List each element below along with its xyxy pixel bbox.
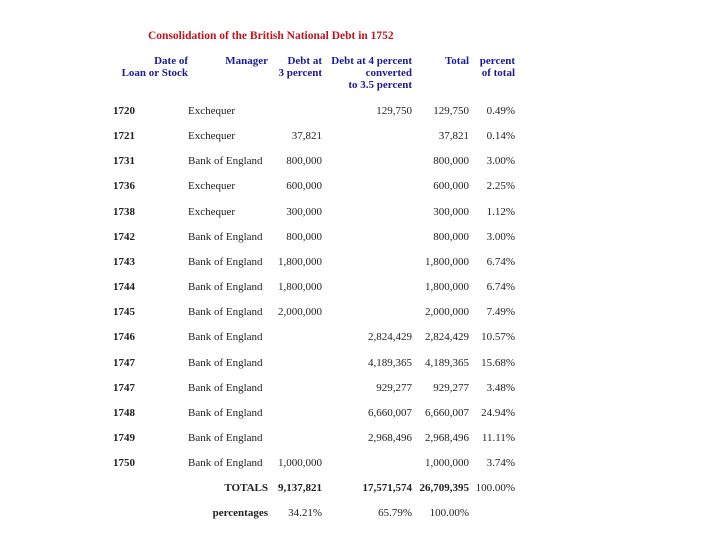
- row-total: 1,800,000: [425, 281, 469, 294]
- row-percent: 11.11%: [481, 431, 515, 444]
- header-date-line1: Date of: [154, 55, 188, 67]
- row-total: 1,000,000: [425, 457, 469, 470]
- totals-label: TOTALS: [224, 482, 268, 494]
- header-percent-line1: percent: [479, 55, 515, 67]
- row-manager: Bank of England: [188, 155, 263, 168]
- row-manager: Exchequer: [188, 105, 236, 117]
- row-debt3: 1,800,000: [278, 255, 322, 268]
- row-manager: Bank of England: [188, 431, 263, 444]
- row-debt3: 800,000: [286, 230, 322, 243]
- header-percent: [480, 55, 515, 79]
- header-debt4-line2: converted: [365, 67, 412, 79]
- row-debt4: 4,189,365: [368, 356, 412, 369]
- row-manager: Exchequer: [188, 180, 236, 193]
- header-debt4-line1: Debt at 4 percent: [331, 55, 412, 67]
- row-year: 1747: [113, 381, 135, 394]
- row-debt4: 129,750: [376, 105, 412, 117]
- table-title: Consolidation of the British National Debt in 1752: [148, 30, 394, 42]
- header-date-line2: Loan or Stock: [121, 67, 188, 79]
- row-year: 1746: [113, 331, 135, 344]
- percentages-debt4: 65.79%: [378, 507, 412, 519]
- row-year: 1744: [113, 281, 135, 294]
- row-total: 37,821: [438, 130, 469, 143]
- percentages-total: 100.00%: [429, 507, 469, 519]
- row-manager: Exchequer: [188, 130, 236, 143]
- row-year: 1748: [113, 406, 135, 419]
- totals-total: 26,709,395: [419, 482, 469, 494]
- row-debt4: 2,824,429: [368, 331, 412, 344]
- row-manager: Bank of England: [188, 381, 263, 394]
- row-manager: Bank of England: [188, 281, 263, 294]
- row-total: 6,660,007: [425, 406, 469, 419]
- row-percent: 1.12%: [486, 205, 515, 218]
- row-percent: 24.94%: [481, 406, 515, 419]
- row-manager: Exchequer: [188, 205, 236, 218]
- row-year: 1731: [113, 155, 135, 168]
- row-debt3: 300,000: [286, 205, 322, 218]
- header-date: [122, 55, 188, 79]
- header-debt3: [279, 55, 322, 79]
- row-manager: Bank of England: [188, 457, 263, 470]
- header-debt4-line3: to 3.5 percent: [348, 79, 412, 91]
- row-year: 1750: [113, 457, 135, 470]
- row-total: 600,000: [433, 180, 469, 193]
- header-debt3-line1: Debt at: [287, 55, 322, 67]
- row-manager: Bank of England: [188, 255, 263, 268]
- header-total-line1: Total: [444, 55, 469, 67]
- row-total: 4,189,365: [425, 356, 469, 369]
- row-percent: 2.25%: [486, 180, 515, 193]
- row-total: 800,000: [433, 155, 469, 168]
- row-percent: 15.68%: [481, 356, 515, 369]
- row-total: 129,750: [433, 105, 469, 117]
- row-total: 2,968,496: [425, 431, 469, 444]
- row-total: 2,824,429: [425, 331, 469, 344]
- row-debt3: 1,800,000: [278, 281, 322, 294]
- row-total: 300,000: [433, 205, 469, 218]
- row-manager: Bank of England: [188, 230, 263, 243]
- header-debt3-line2: 3 percent: [278, 67, 322, 79]
- row-percent: 0.49%: [486, 105, 515, 117]
- row-debt4: 929,277: [376, 381, 412, 394]
- row-year: 1720: [113, 105, 135, 117]
- row-year: 1736: [113, 180, 135, 193]
- row-manager: Bank of England: [188, 306, 263, 319]
- percentages-label: percentages: [212, 507, 268, 519]
- row-year: 1721: [113, 130, 135, 143]
- row-total: 2,000,000: [425, 306, 469, 319]
- row-debt3: 600,000: [286, 180, 322, 193]
- row-debt4: 2,968,496: [368, 431, 412, 444]
- row-total: 929,277: [433, 381, 469, 394]
- row-year: 1745: [113, 306, 135, 319]
- row-percent: 3.48%: [486, 381, 515, 394]
- header-manager-line1: Manager: [225, 55, 268, 67]
- header-percent-line2: of total: [481, 67, 515, 79]
- header-debt4: [331, 55, 412, 91]
- totals-debt4: 17,571,574: [362, 482, 412, 494]
- row-percent: 3.74%: [486, 457, 515, 470]
- row-percent: 3.00%: [486, 155, 515, 168]
- row-percent: 6.74%: [486, 281, 515, 294]
- row-year: 1742: [113, 230, 135, 243]
- row-percent: 3.00%: [486, 230, 515, 243]
- row-debt3: 37,821: [291, 130, 322, 143]
- row-year: 1743: [113, 255, 135, 268]
- row-total: 800,000: [433, 230, 469, 243]
- row-total: 1,800,000: [425, 255, 469, 268]
- row-percent: 7.49%: [486, 306, 515, 319]
- totals-debt3: 9,137,821: [278, 482, 322, 494]
- row-debt4: 6,660,007: [368, 406, 412, 419]
- row-debt3: 1,000,000: [278, 457, 322, 470]
- row-year: 1749: [113, 431, 135, 444]
- row-manager: Bank of England: [188, 331, 263, 344]
- row-year: 1747: [113, 356, 135, 369]
- row-debt3: 2,000,000: [278, 306, 322, 319]
- row-percent: 0.14%: [486, 130, 515, 143]
- totals-percent: 100.00%: [475, 482, 515, 494]
- row-percent: 6.74%: [486, 255, 515, 268]
- row-percent: 10.57%: [481, 331, 515, 344]
- row-year: 1738: [113, 205, 135, 218]
- percentages-debt3: 34.21%: [288, 507, 322, 519]
- row-manager: Bank of England: [188, 356, 263, 369]
- header-manager: [225, 55, 268, 67]
- row-manager: Bank of England: [188, 406, 263, 419]
- header-total: [445, 55, 469, 67]
- row-debt3: 800,000: [286, 155, 322, 168]
